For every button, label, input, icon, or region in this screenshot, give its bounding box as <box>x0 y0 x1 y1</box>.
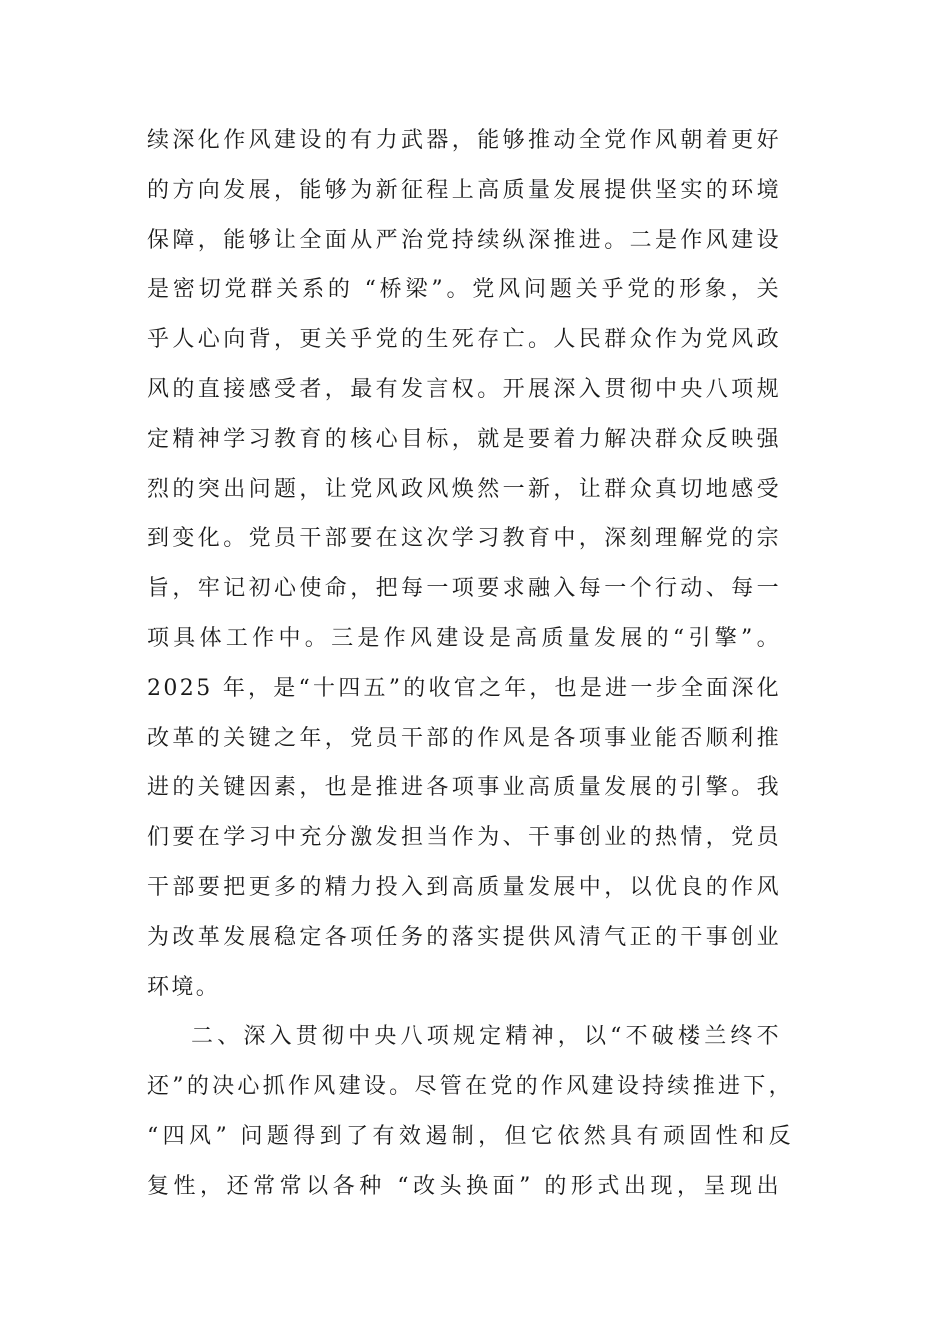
paragraph-line: 进的关键因素，也是推进各项事业高质量发展的引擎。我 <box>147 775 781 801</box>
paragraph-line: 为改革发展稳定各项任务的落实提供风清气正的干事创业 <box>147 924 781 950</box>
paragraph-line: 们要在学习中充分激发担当作为、干事创业的热情，党员 <box>147 825 781 851</box>
paragraph-line: 风的直接感受者，最有发言权。开展深入贯彻中央八项规 <box>147 376 781 402</box>
paragraph-line: 项具体工作中。三是作风建设是高质量发展的“引擎”。 <box>147 625 781 651</box>
paragraph-end-line: 环境。 <box>147 974 221 1000</box>
paragraph-line: 续深化作风建设的有力武器，能够推动全党作风朝着更好 <box>147 128 781 153</box>
paragraph-line: 改革的关键之年，党员干部的作风是各项事业能否顺利推 <box>147 725 781 751</box>
paragraph-line: 旨，牢记初心使命，把每一项要求融入每一个行动、每一 <box>147 576 781 602</box>
paragraph-line: 乎人心向背，更关乎党的生死存亡。人民群众作为党风政 <box>147 327 781 353</box>
paragraph-line: 保障，能够让全面从严治党持续纵深推进。二是作风建设 <box>147 227 781 253</box>
paragraph-line: 定精神学习教育的核心目标，就是要着力解决群众反映强 <box>147 426 781 452</box>
section-heading-line: 二、深入贯彻中央八项规定精神，以“不破楼兰终不 <box>191 1024 781 1050</box>
paragraph-line: “四风” 问题得到了有效遏制，但它依然具有顽固性和反 <box>147 1123 793 1149</box>
paragraph-line: 复性，还常常以各种 “改头换面” 的形式出现，呈现出 <box>147 1173 781 1199</box>
paragraph-line: 到变化。党员干部要在这次学习教育中，深刻理解党的宗 <box>147 526 781 552</box>
paragraph-line: 烈的突出问题，让党风政风焕然一新，让群众真切地感受 <box>147 476 781 502</box>
paragraph-line: 是密切党群关系的 “桥梁”。党风问题关乎党的形象，关 <box>147 277 781 303</box>
paragraph-line: 干部要把更多的精力投入到高质量发展中，以优良的作风 <box>147 874 781 900</box>
document-body <box>147 116 807 1212</box>
paragraph-line: 的方向发展，能够为新征程上高质量发展提供坚实的环境 <box>147 177 781 203</box>
paragraph-line: 还”的决心抓作风建设。尽管在党的作风建设持续推进下， <box>147 1074 793 1100</box>
paragraph-line: 2025 年，是“十四五”的收官之年，也是进一步全面深化 <box>147 675 781 701</box>
